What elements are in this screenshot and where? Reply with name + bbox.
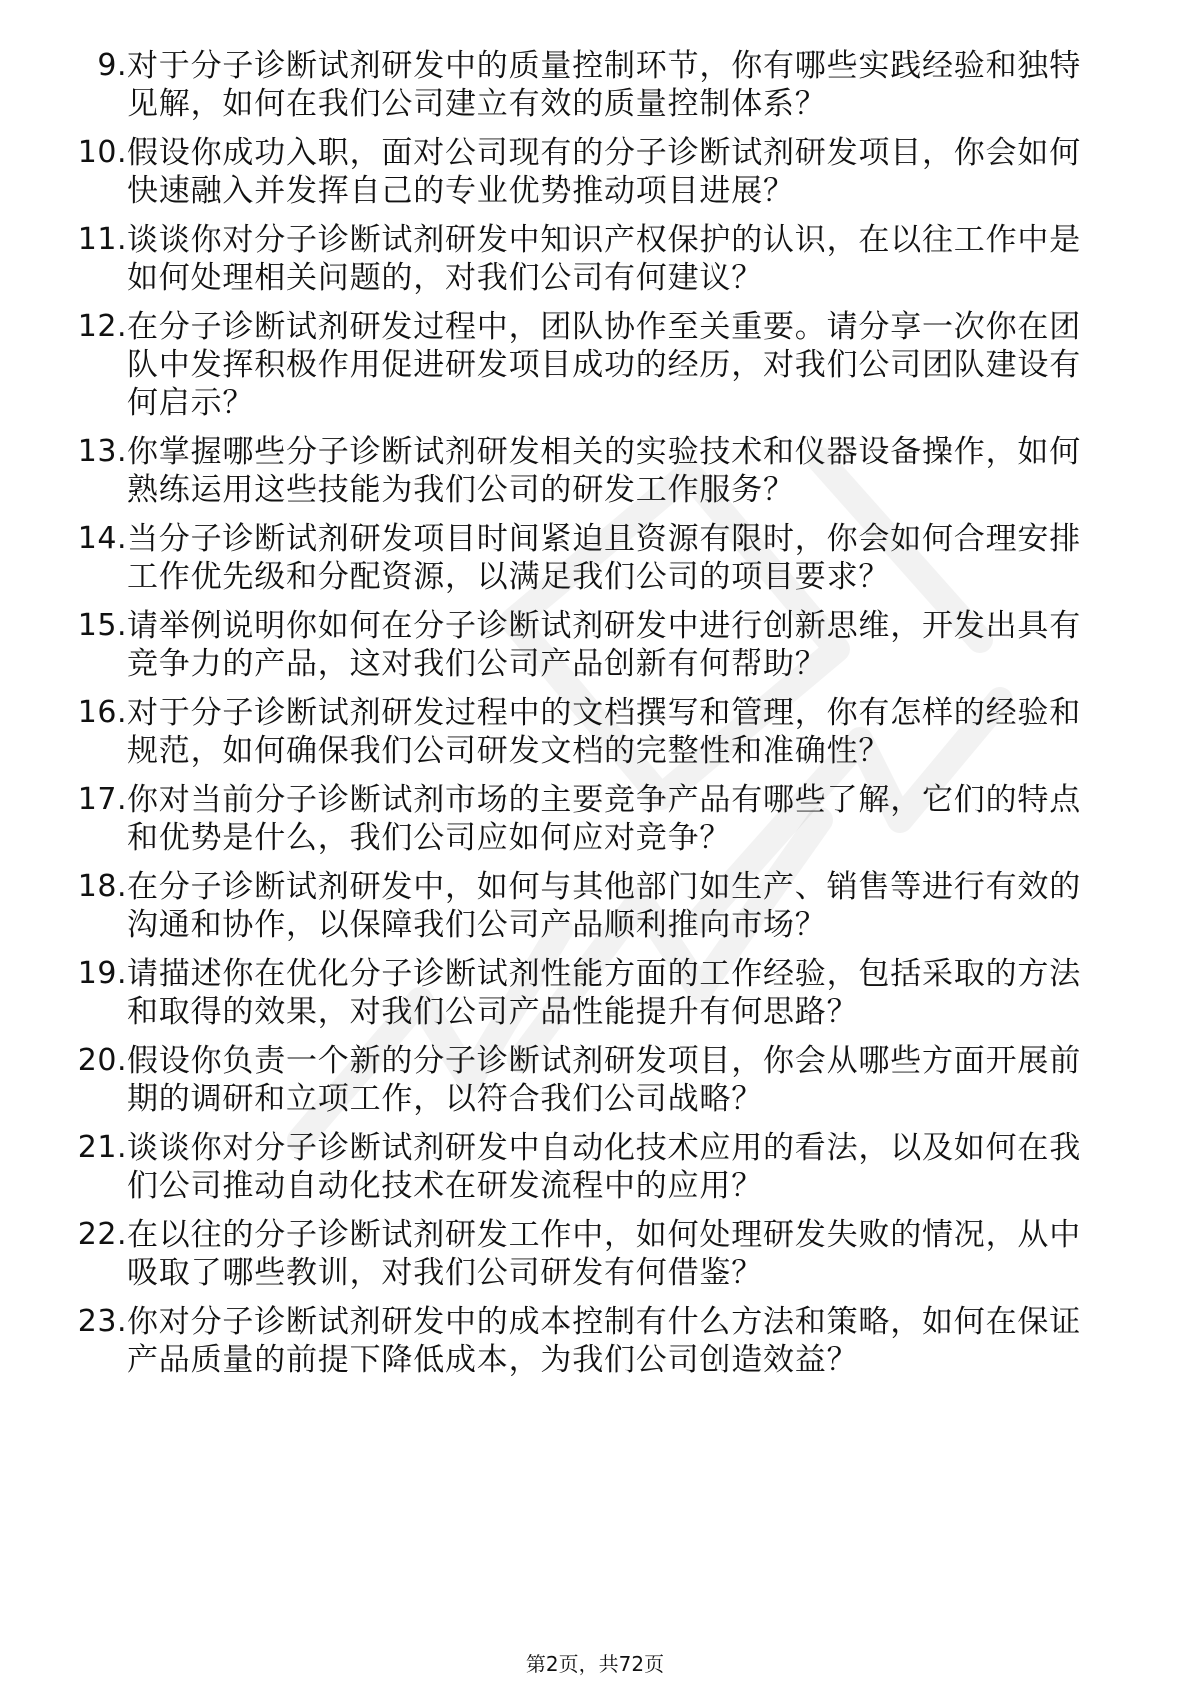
question-text: 谈谈你对分子诊断试剂研发中知识产权保护的认识，在以往工作中是如何处理相关问题的，对我们公司有何建议？ <box>127 222 1081 296</box>
question-text: 谈谈你对分子诊断试剂研发中自动化技术应用的看法，以及如何在我们公司推动自动化技术在研发流程中的应用？ <box>127 1130 1081 1204</box>
question-text: 对于分子诊断试剂研发过程中的文档撰写和管理，你有怎样的经验和规范，如何确保我们公司研发文档的完整性和准确性？ <box>127 695 1081 769</box>
question-text: 在以往的分子诊断试剂研发工作中，如何处理研发失败的情况，从中吸取了哪些教训，对我们公司研发有何借鉴？ <box>127 1217 1081 1291</box>
question-number: 10. <box>77 135 127 170</box>
list-item <box>0 520 1190 596</box>
question-list <box>0 47 1190 1390</box>
question-text: 假设你负责一个新的分子诊断试剂研发项目，你会从哪些方面开展前期的调研和立项工作，以符合我们公司战略？ <box>127 1043 1081 1117</box>
list-item <box>0 607 1190 683</box>
list-item <box>0 694 1190 770</box>
question-text: 对于分子诊断试剂研发中的质量控制环节，你有哪些实践经验和独特见解，如何在我们公司建立有效的质量控制体系？ <box>127 48 1081 122</box>
question-number: 23. <box>77 1304 127 1339</box>
list-item <box>0 955 1190 1031</box>
question-text: 请举例说明你如何在分子诊断试剂研发中进行创新思维，开发出具有竞争力的产品，这对我们公司产品创新有何帮助？ <box>127 608 1081 682</box>
list-item <box>0 1129 1190 1205</box>
question-text: 假设你成功入职，面对公司现有的分子诊断试剂研发项目，你会如何快速融入并发挥自己的专业优势推动项目进展？ <box>127 135 1081 209</box>
question-number: 12. <box>77 309 127 344</box>
list-item <box>0 433 1190 509</box>
question-number: 15. <box>77 608 127 643</box>
question-text: 你对当前分子诊断试剂市场的主要竞争产品有哪些了解，它们的特点和优势是什么，我们公司应如何应对竞争？ <box>127 782 1081 856</box>
page-footer <box>0 1652 1190 1676</box>
question-text: 请描述你在优化分子诊断试剂性能方面的工作经验，包括采取的方法和取得的效果，对我们公司产品性能提升有何思路？ <box>127 956 1081 1030</box>
list-item <box>0 868 1190 944</box>
list-item <box>0 781 1190 857</box>
question-number: 13. <box>77 434 127 469</box>
list-item <box>0 47 1190 123</box>
question-number: 14. <box>77 521 127 556</box>
question-number: 21. <box>77 1130 127 1165</box>
question-number: 19. <box>77 956 127 991</box>
question-number: 22. <box>77 1217 127 1252</box>
question-number: 9. <box>97 48 127 83</box>
question-text: 你掌握哪些分子诊断试剂研发相关的实验技术和仪器设备操作，如何熟练运用这些技能为我们公司的研发工作服务？ <box>127 434 1081 508</box>
question-number: 11. <box>77 222 127 257</box>
question-number: 17. <box>77 782 127 817</box>
list-item <box>0 308 1190 422</box>
question-number: 20. <box>77 1043 127 1078</box>
list-item <box>0 1042 1190 1118</box>
question-number: 18. <box>77 869 127 904</box>
question-text: 在分子诊断试剂研发过程中，团队协作至关重要。请分享一次你在团队中发挥积极作用促进研发项目成功的经历，对我们公司团队建设有何启示？ <box>127 309 1081 421</box>
question-text: 在分子诊断试剂研发中，如何与其他部门如生产、销售等进行有效的沟通和协作，以保障我们公司产品顺利推向市场？ <box>127 869 1081 943</box>
question-number: 16. <box>77 695 127 730</box>
list-item <box>0 1303 1190 1379</box>
page-number: 第2页，共72页 <box>525 1652 665 1676</box>
list-item <box>0 221 1190 297</box>
question-text: 当分子诊断试剂研发项目时间紧迫且资源有限时，你会如何合理安排工作优先级和分配资源，以满足我们公司的项目要求？ <box>127 521 1081 595</box>
question-text: 你对分子诊断试剂研发中的成本控制有什么方法和策略，如何在保证产品质量的前提下降低成本，为我们公司创造效益？ <box>127 1304 1081 1378</box>
list-item <box>0 134 1190 210</box>
list-item <box>0 1216 1190 1292</box>
